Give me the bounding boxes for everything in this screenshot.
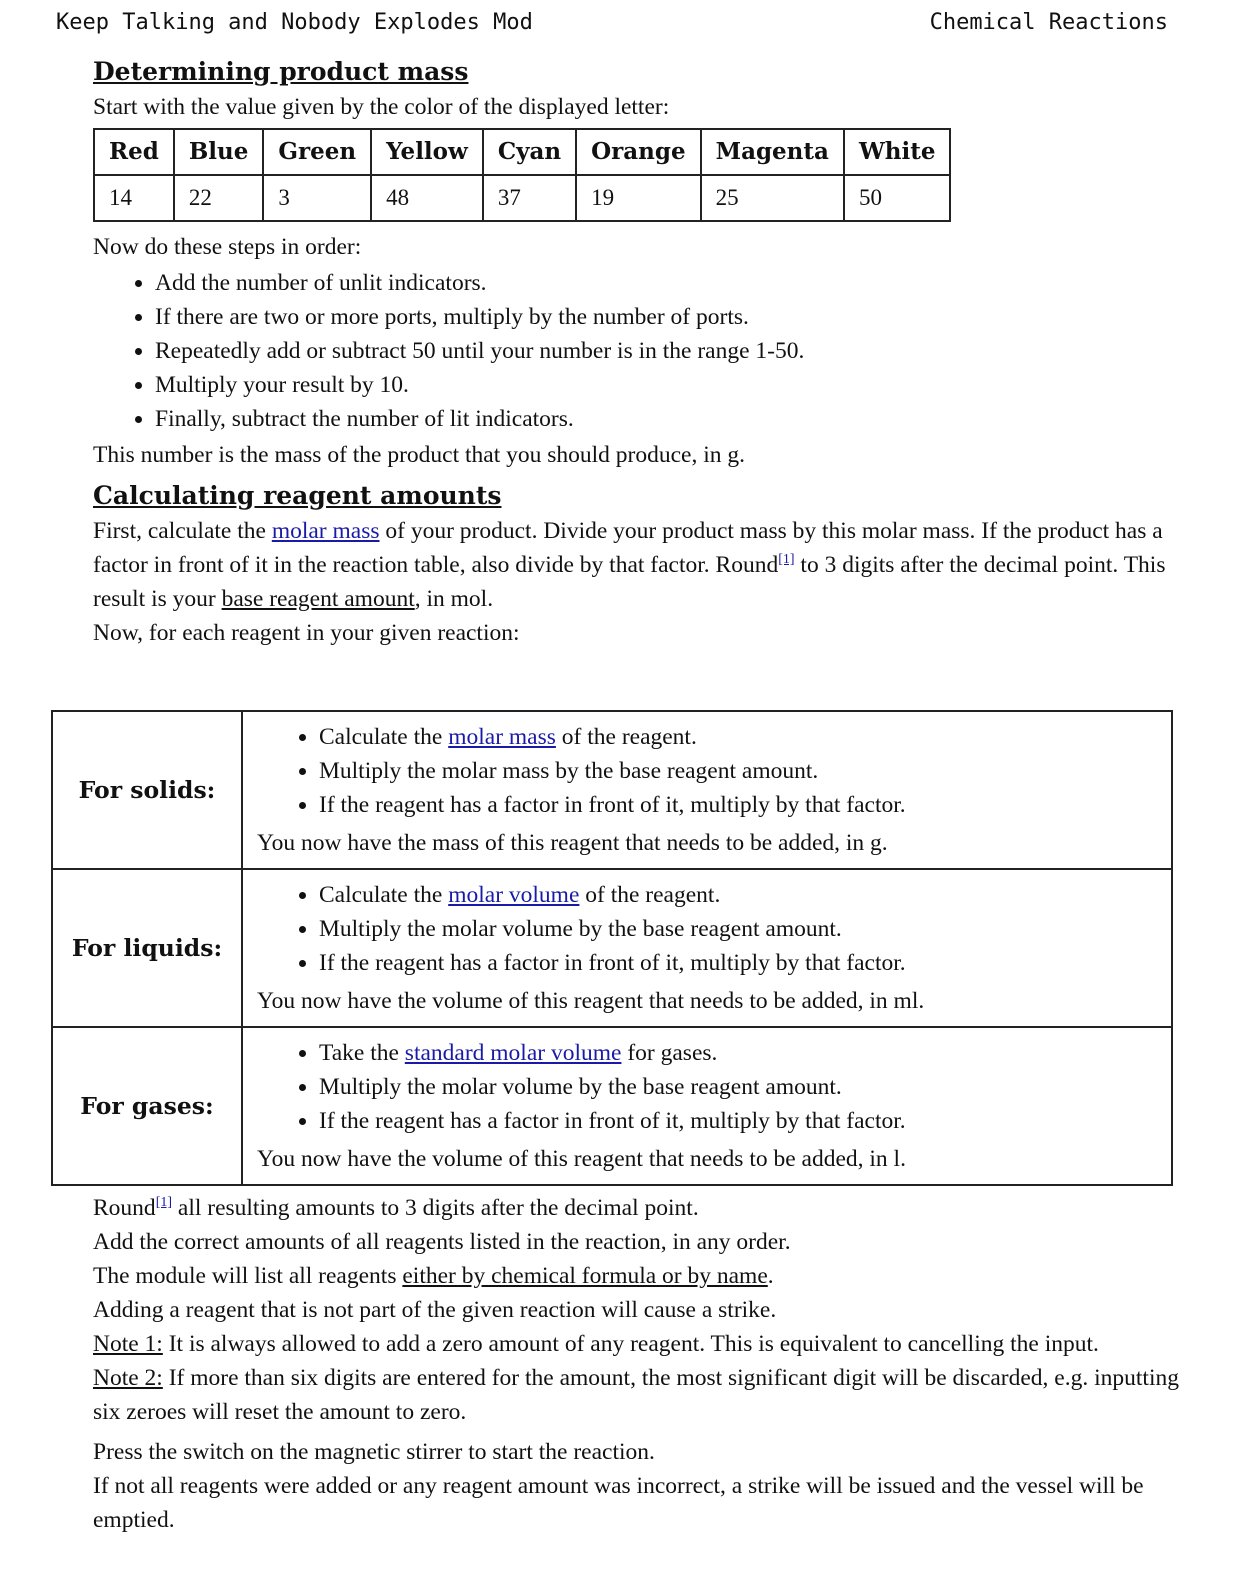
text-span: First, calculate the	[93, 518, 272, 544]
text-span: .	[767, 1263, 774, 1289]
liquids-row	[52, 869, 1172, 1027]
standard-molar-volume-link[interactable]: standard molar volume	[404, 1040, 622, 1066]
text-span: The module will list all reagents	[93, 1263, 403, 1289]
step-item: • Repeatedly add or subtract 50 until your number is in the range 1-50.	[155, 334, 1183, 368]
reagent-listing-line	[93, 1259, 1193, 1293]
round-line	[93, 1191, 1193, 1225]
note-1	[93, 1327, 1193, 1361]
section-title-product-mass: Determining product mass	[93, 57, 469, 86]
molar-mass-link[interactable]: molar mass	[271, 518, 380, 544]
molar-mass-link[interactable]: molar mass	[448, 724, 556, 750]
color-name-cell: Blue	[174, 129, 264, 175]
reagent-table	[51, 710, 1173, 1186]
header-mod-title: Keep Talking and Nobody Explodes Mod	[56, 10, 533, 35]
step-item: • If there are two or more ports, multiply by the number of ports.	[155, 300, 1183, 334]
liquids-result: You now have the volume of this reagent that needs to be added, in ml.	[257, 988, 925, 1014]
color-intro: Start with the value given by the color of the displayed letter:	[93, 94, 670, 120]
steps-list	[93, 266, 1183, 436]
add-reagents-line: Add the correct amounts of all reagents listed in the reaction, in any order.	[93, 1229, 791, 1255]
text-span: , in mol.	[414, 586, 494, 612]
step-item: • Finally, subtract the number of lit indicators.	[155, 402, 1183, 436]
color-name-cell: White	[844, 129, 951, 175]
gases-row	[52, 1027, 1172, 1185]
text-span: It is always allowed to add a zero amount of any reagent. This is equivalent to cancelling the input.	[162, 1331, 1099, 1357]
color-value-cell: 25	[701, 175, 844, 221]
color-header-row	[94, 129, 950, 175]
step-item: • Multiply your result by 10.	[155, 368, 1183, 402]
text-span: Round	[93, 1195, 156, 1221]
base-reagent-amount-term: base reagent amount	[221, 586, 415, 612]
list-item: • If the reagent has a factor in front of it, multiply by that factor.	[319, 946, 1157, 980]
solids-row	[52, 711, 1172, 869]
footnote-link[interactable]: [1]	[155, 1195, 173, 1211]
liquids-instructions	[242, 869, 1172, 1027]
gases-instructions	[242, 1027, 1172, 1185]
press-switch-line: Press the switch on the magnetic stirrer to start the reaction.	[93, 1439, 655, 1465]
page-header	[0, 10, 1234, 44]
text-span: Calculate the	[319, 724, 449, 750]
list-item: • If the reagent has a factor in front of it, multiply by that factor.	[319, 1104, 1157, 1138]
note-2-label: Note 2:	[93, 1365, 163, 1391]
solids-instructions	[242, 711, 1172, 869]
list-item: • If the reagent has a factor in front of it, multiply by that factor.	[319, 788, 1157, 822]
color-value-cell: 50	[844, 175, 951, 221]
molar-mass-paragraph	[93, 514, 1183, 616]
text-span: for gases.	[621, 1040, 718, 1066]
text-span: of the reagent.	[555, 724, 697, 750]
product-mass-conclusion: This number is the mass of the product that you should produce, in g.	[93, 442, 746, 468]
gases-result: You now have the volume of this reagent that needs to be added, in l.	[257, 1146, 906, 1172]
color-value-cell: 3	[263, 175, 371, 221]
steps-intro: Now do these steps in order:	[93, 234, 362, 260]
text-span: of your product. Divide your product mass by this molar mass. If the product has a factor in front of it in the reaction table, also divide by that factor. Round	[93, 518, 1163, 578]
color-value-cell: 48	[371, 175, 483, 221]
color-name-cell: Cyan	[483, 129, 576, 175]
color-name-cell: Green	[263, 129, 371, 175]
color-value-cell: 22	[174, 175, 264, 221]
color-value-row	[94, 175, 950, 221]
failure-line: If not all reagents were added or any reagent amount was incorrect, a strike will be issued and the vessel will be emptied.	[93, 1473, 1144, 1533]
text-span: Calculate the	[319, 882, 449, 908]
text-span: If more than six digits are entered for the amount, the most significant digit will be discarded, e.g. inputting six zeroes will reset the amount to zero.	[93, 1365, 1179, 1425]
color-value-table	[93, 128, 951, 222]
color-name-cell: Yellow	[371, 129, 483, 175]
list-item: • Multiply the molar volume by the base reagent amount.	[319, 1070, 1157, 1104]
liquids-label: For liquids:	[52, 869, 242, 1027]
note-2	[93, 1361, 1193, 1429]
color-name-cell: Orange	[576, 129, 701, 175]
strike-line: Adding a reagent that is not part of the given reaction will cause a strike.	[93, 1297, 777, 1323]
header-module-name: Chemical Reactions	[929, 10, 1168, 35]
color-value-cell: 14	[94, 175, 174, 221]
section-title-reagent-amounts: Calculating reagent amounts	[93, 481, 502, 510]
color-name-cell: Red	[94, 129, 174, 175]
color-name-cell: Magenta	[701, 129, 844, 175]
list-item	[319, 1036, 1157, 1070]
list-item	[319, 878, 1157, 912]
color-value-cell: 19	[576, 175, 701, 221]
main-content	[93, 54, 1183, 650]
color-value-cell: 37	[483, 175, 576, 221]
list-item: • Multiply the molar mass by the base reagent amount.	[319, 754, 1157, 788]
molar-volume-link[interactable]: molar volume	[448, 882, 580, 908]
list-item	[319, 720, 1157, 754]
step-item: • Add the number of unlit indicators.	[155, 266, 1183, 300]
text-span: of the reagent.	[579, 882, 721, 908]
formula-or-name-term: either by chemical formula or by name	[402, 1263, 768, 1289]
list-item: • Multiply the molar volume by the base reagent amount.	[319, 912, 1157, 946]
footer-instructions	[93, 1191, 1193, 1537]
solids-result: You now have the mass of this reagent that needs to be added, in g.	[257, 830, 888, 856]
solids-label: For solids:	[52, 711, 242, 869]
text-span: Take the	[319, 1040, 405, 1066]
note-1-label: Note 1:	[93, 1331, 163, 1357]
gases-label: For gases:	[52, 1027, 242, 1185]
footnote-link[interactable]: [1]	[778, 552, 795, 568]
each-reagent-intro: Now, for each reagent in your given reaction:	[93, 620, 520, 646]
text-span: all resulting amounts to 3 digits after the decimal point.	[172, 1195, 699, 1221]
text-span: to 3 digits after the decimal point. This result is your	[93, 552, 1166, 612]
